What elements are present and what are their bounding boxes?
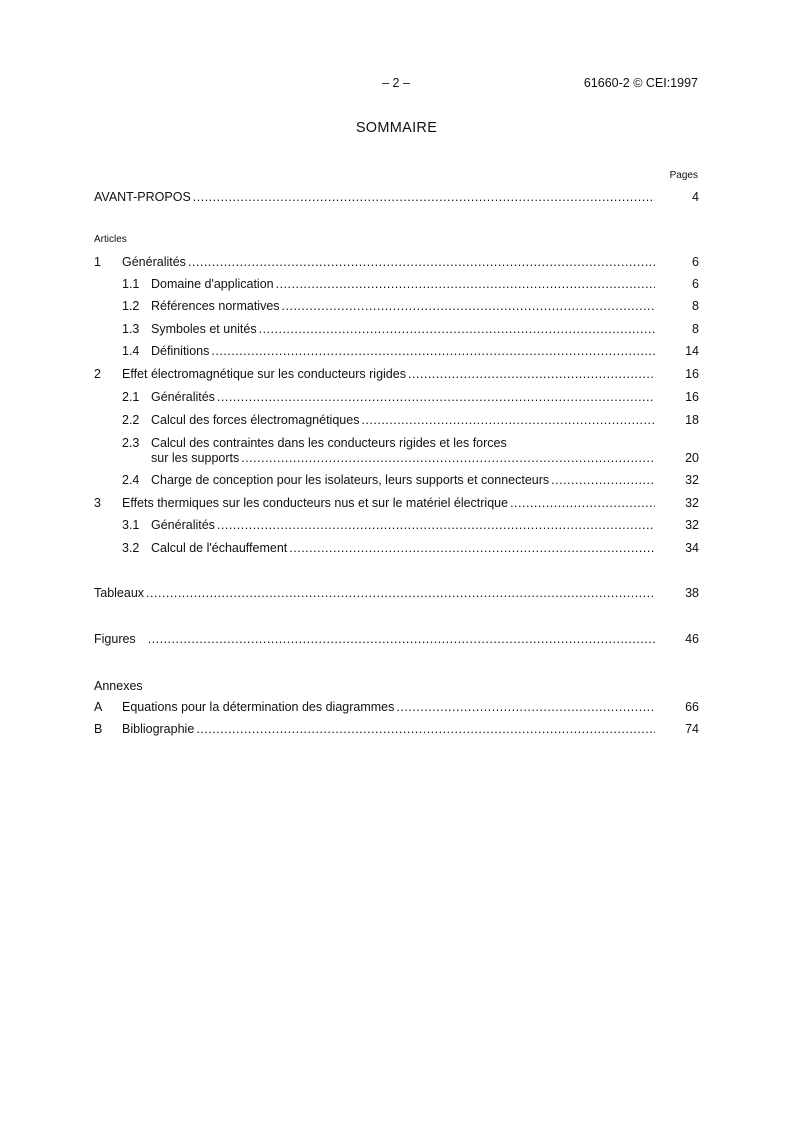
- toc-number: 2.2: [122, 413, 140, 427]
- toc-page: 74: [685, 722, 699, 736]
- toc-row-2-2[interactable]: [122, 413, 699, 431]
- toc-row-1-2[interactable]: [122, 299, 699, 317]
- pages-column-label: Pages: [669, 170, 698, 181]
- dot-leader: [188, 255, 655, 269]
- dot-leader: [282, 299, 655, 313]
- toc-row-annex-b[interactable]: [94, 722, 699, 740]
- toc-page: 20: [685, 451, 699, 465]
- dot-leader: [408, 367, 655, 381]
- toc-page: 16: [685, 390, 699, 404]
- dot-leader: [551, 473, 655, 487]
- toc-page: 6: [692, 255, 699, 269]
- toc-page: 32: [685, 473, 699, 487]
- toc-row-1[interactable]: [94, 255, 699, 273]
- toc-row-2[interactable]: [94, 367, 699, 385]
- toc-row-2-4[interactable]: [122, 473, 699, 491]
- toc-label: Effets thermiques sur les conducteurs nus et sur le matériel électrique: [122, 496, 509, 510]
- toc-row-2-3[interactable]: [122, 451, 699, 469]
- dot-leader: [289, 541, 655, 555]
- toc-page: 66: [685, 700, 699, 714]
- toc-label: Figures: [94, 632, 136, 646]
- toc-page: 16: [685, 367, 699, 381]
- toc-page: 32: [685, 496, 699, 510]
- toc-page: 18: [685, 413, 699, 427]
- toc-page: 34: [685, 541, 699, 555]
- dot-leader: [148, 632, 655, 646]
- toc-number: 1.4: [122, 344, 140, 358]
- toc-row-annex-a[interactable]: [94, 700, 699, 718]
- toc-number: 2.3: [122, 436, 140, 450]
- dot-leader: [510, 496, 655, 510]
- toc-page: 8: [692, 322, 699, 336]
- toc-page: 4: [692, 190, 699, 204]
- dot-leader: [193, 190, 655, 204]
- toc-page: 38: [685, 586, 699, 600]
- toc-label: Calcul des contraintes dans les conducteurs rigides et les forces: [151, 436, 507, 450]
- toc-page: 46: [685, 632, 699, 646]
- dot-leader: [217, 390, 655, 404]
- toc-page: 14: [685, 344, 699, 358]
- toc-row-figures[interactable]: [94, 632, 699, 650]
- articles-label: Articles: [94, 234, 127, 245]
- dot-leader: [276, 277, 655, 291]
- toc-label: Symboles et unités: [151, 322, 257, 336]
- toc-page: 32: [685, 518, 699, 532]
- toc-page: 8: [692, 299, 699, 313]
- toc-label: sur les supports: [151, 451, 240, 465]
- toc-number: 3.2: [122, 541, 140, 555]
- toc-row-tableaux[interactable]: [94, 586, 699, 604]
- toc-row-1-1[interactable]: [122, 277, 699, 295]
- toc-label: Domaine d'application: [151, 277, 274, 291]
- toc-number: 1.1: [122, 277, 140, 291]
- dot-leader: [146, 586, 655, 600]
- toc-row-3-1[interactable]: [122, 518, 699, 536]
- toc-label: Calcul de l'échauffement: [151, 541, 288, 555]
- toc-number: 1.3: [122, 322, 140, 336]
- toc-label: Généralités: [122, 255, 186, 269]
- page-title: SOMMAIRE: [355, 120, 438, 136]
- toc-row-avant-propos[interactable]: [94, 190, 699, 208]
- dot-leader: [361, 413, 655, 427]
- page-header-number: – 2 –: [382, 76, 410, 90]
- toc-label: Définitions: [151, 344, 210, 358]
- toc-label: Tableaux: [94, 586, 145, 600]
- document-reference: 61660-2 © CEI:1997: [583, 76, 698, 90]
- toc-page: 6: [692, 277, 699, 291]
- toc-number: 2.1: [122, 390, 140, 404]
- toc-label: Effet électromagnétique sur les conducteurs rigides: [122, 367, 406, 381]
- toc-label: Références normatives: [151, 299, 280, 313]
- annexes-label: Annexes: [94, 679, 143, 693]
- toc-number: 2: [94, 367, 101, 381]
- toc-label: AVANT-PROPOS: [94, 190, 191, 204]
- toc-number: A: [94, 700, 103, 714]
- toc-label: Généralités: [151, 518, 215, 532]
- toc-number: 1: [94, 255, 101, 269]
- toc-label: Equations pour la détermination des diagrammes: [122, 700, 395, 714]
- toc-number: 1.2: [122, 299, 140, 313]
- dot-leader: [217, 518, 655, 532]
- toc-row-1-4[interactable]: [122, 344, 699, 362]
- toc-label: Généralités: [151, 390, 215, 404]
- toc-row-3-2[interactable]: [122, 541, 699, 559]
- dot-leader: [396, 700, 655, 714]
- toc-row-3[interactable]: [94, 496, 699, 514]
- toc-row-2-3-line1[interactable]: [122, 436, 507, 450]
- toc-number: 3.1: [122, 518, 140, 532]
- dot-leader: [241, 451, 655, 465]
- dot-leader: [211, 344, 655, 358]
- toc-label: Calcul des forces électromagnétiques: [151, 413, 360, 427]
- dot-leader: [196, 722, 655, 736]
- dot-leader: [259, 322, 655, 336]
- toc-label: Bibliographie: [122, 722, 195, 736]
- toc-label: Charge de conception pour les isolateurs, leurs supports et connecteurs: [151, 473, 550, 487]
- toc-row-1-3[interactable]: [122, 322, 699, 340]
- toc-number: 2.4: [122, 473, 140, 487]
- toc-number: 3: [94, 496, 101, 510]
- toc-number: B: [94, 722, 103, 736]
- toc-row-2-1[interactable]: [122, 390, 699, 408]
